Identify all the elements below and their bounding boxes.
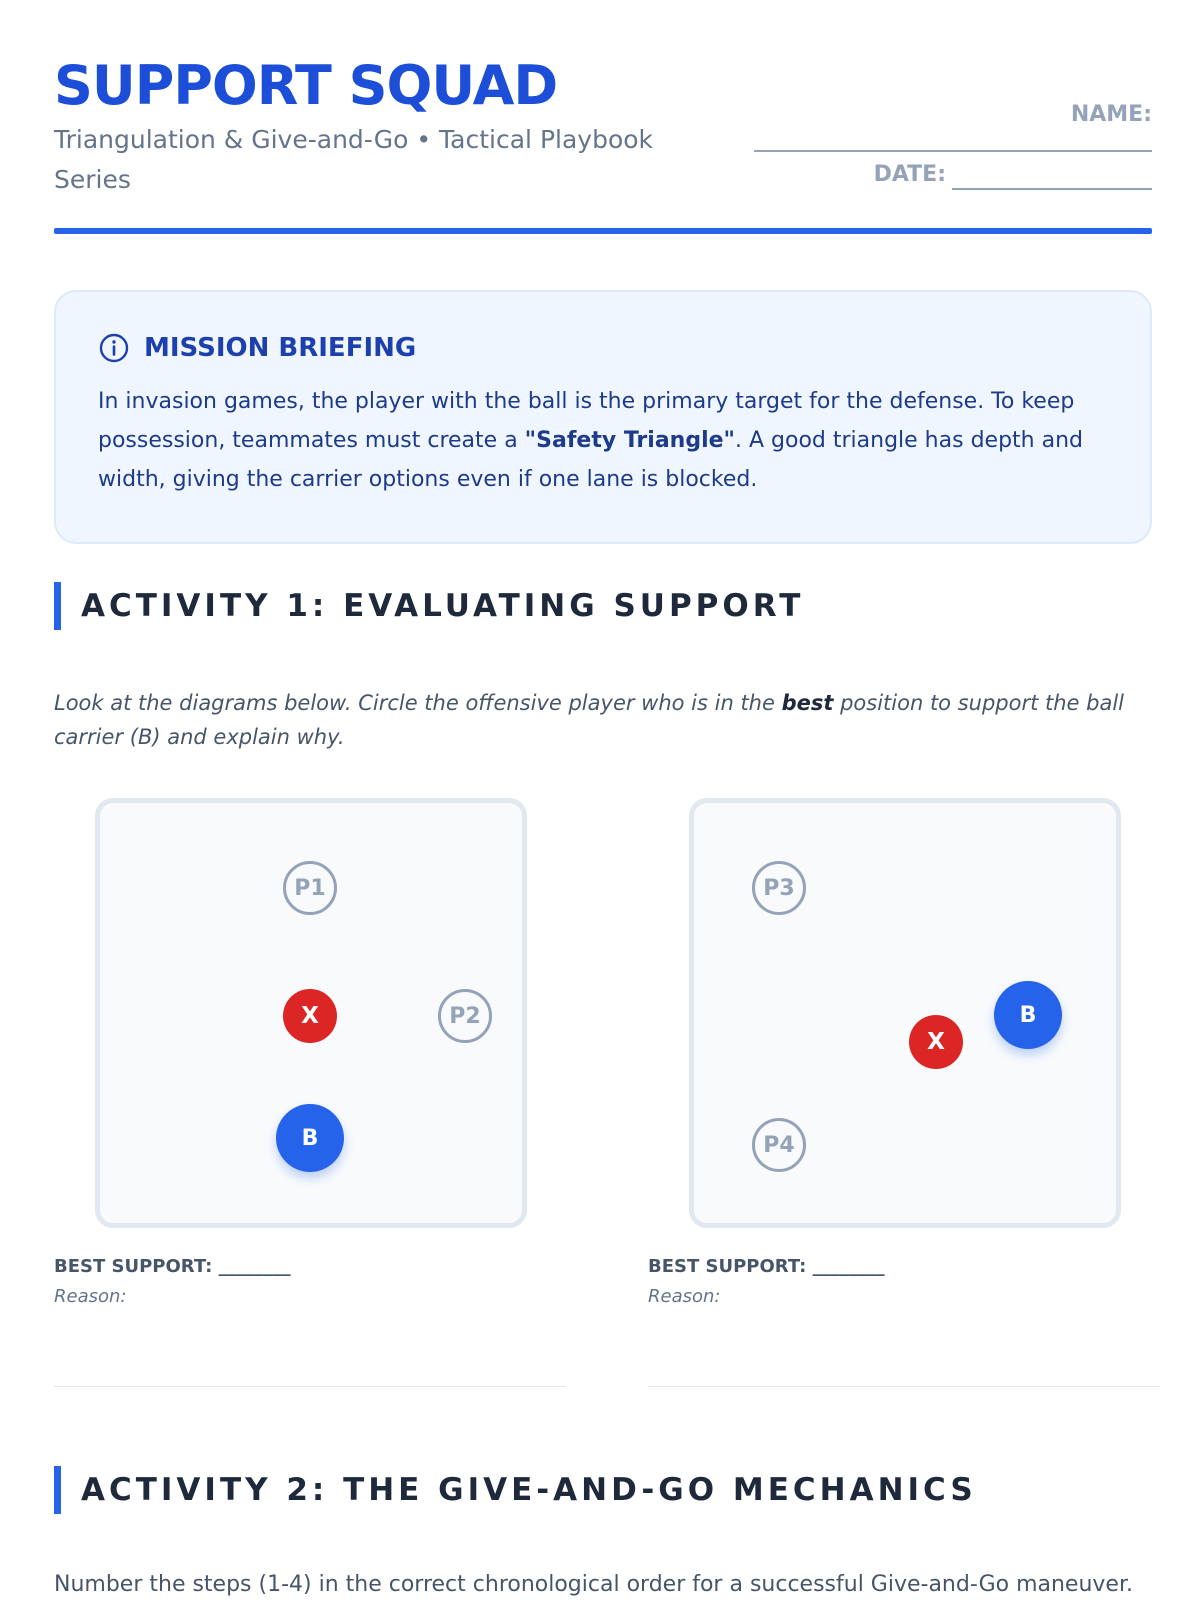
player-p1[interactable]: P1 [283,861,337,915]
mission-title: MISSION BRIEFING [144,333,417,363]
ball-carrier: B [276,1104,344,1172]
activity1-title: ACTIVITY 1: EVALUATING SUPPORT [81,588,805,624]
player-p4[interactable]: P4 [752,1118,806,1172]
answer-block-2 [648,1254,1160,1387]
activity2-title: ACTIVITY 2: THE GIVE-AND-GO MECHANICS [81,1472,977,1508]
activity2-heading [54,1466,1154,1514]
defender-x: X [909,1015,963,1069]
ball-carrier: B [994,981,1062,1049]
diagram-1 [95,798,527,1228]
player-p3[interactable]: P3 [752,861,806,915]
mission-text [98,382,1108,499]
mission-briefing-box [54,290,1152,544]
best-support-field[interactable]: BEST SUPPORT: ________ [648,1256,885,1277]
name-field[interactable] [754,132,1152,152]
activity1-instructions-part1: Look at the diagrams below. Circle the offensive player who is in the [54,691,782,715]
diagram-2 [689,798,1121,1228]
header-divider [54,228,1152,234]
best-support-field[interactable]: BEST SUPPORT: ________ [54,1256,291,1277]
date-row [742,160,1152,190]
activity1-heading [54,582,1154,630]
defender-x: X [283,989,337,1043]
mission-header [98,332,1108,364]
activity1-instructions-bold: best [781,691,834,715]
answer-block-1 [54,1254,566,1387]
info-icon [98,332,130,364]
worksheet-header [54,56,1152,236]
mission-text-part2: . A good triangle has depth and width, giving the carrier options even if one lane is blocked. [98,428,1083,492]
player-p2[interactable]: P2 [438,989,492,1043]
reason-label: Reason: [648,1286,721,1307]
worksheet-subtitle: Triangulation & Give-and-Go • Tactical Playbook Series [54,125,654,194]
reason-label: Reason: [54,1286,127,1307]
mission-text-part1: In invasion games, the player with the ball is the primary target for the defense. To keep possession, teammates must create a [98,389,1075,453]
reason-answer-line[interactable] [648,1386,1160,1387]
date-field[interactable] [952,168,1152,190]
name-date-block [742,100,1152,190]
activity1-instructions-part2: position to support the ball carrier (B) and explain why. [54,691,1125,749]
worksheet-title: SUPPORT SQUAD [54,54,558,117]
reason-answer-line[interactable] [54,1386,566,1387]
activity1-instructions [54,686,1164,754]
activity2-instructions: Number the steps (1-4) in the correct chronological order for a successful Give-and-Go maneuver. [54,1572,1133,1597]
name-label: NAME: [1070,102,1152,127]
mission-text-highlight: "Safety Triangle" [524,428,735,453]
date-label: DATE: [873,162,946,187]
